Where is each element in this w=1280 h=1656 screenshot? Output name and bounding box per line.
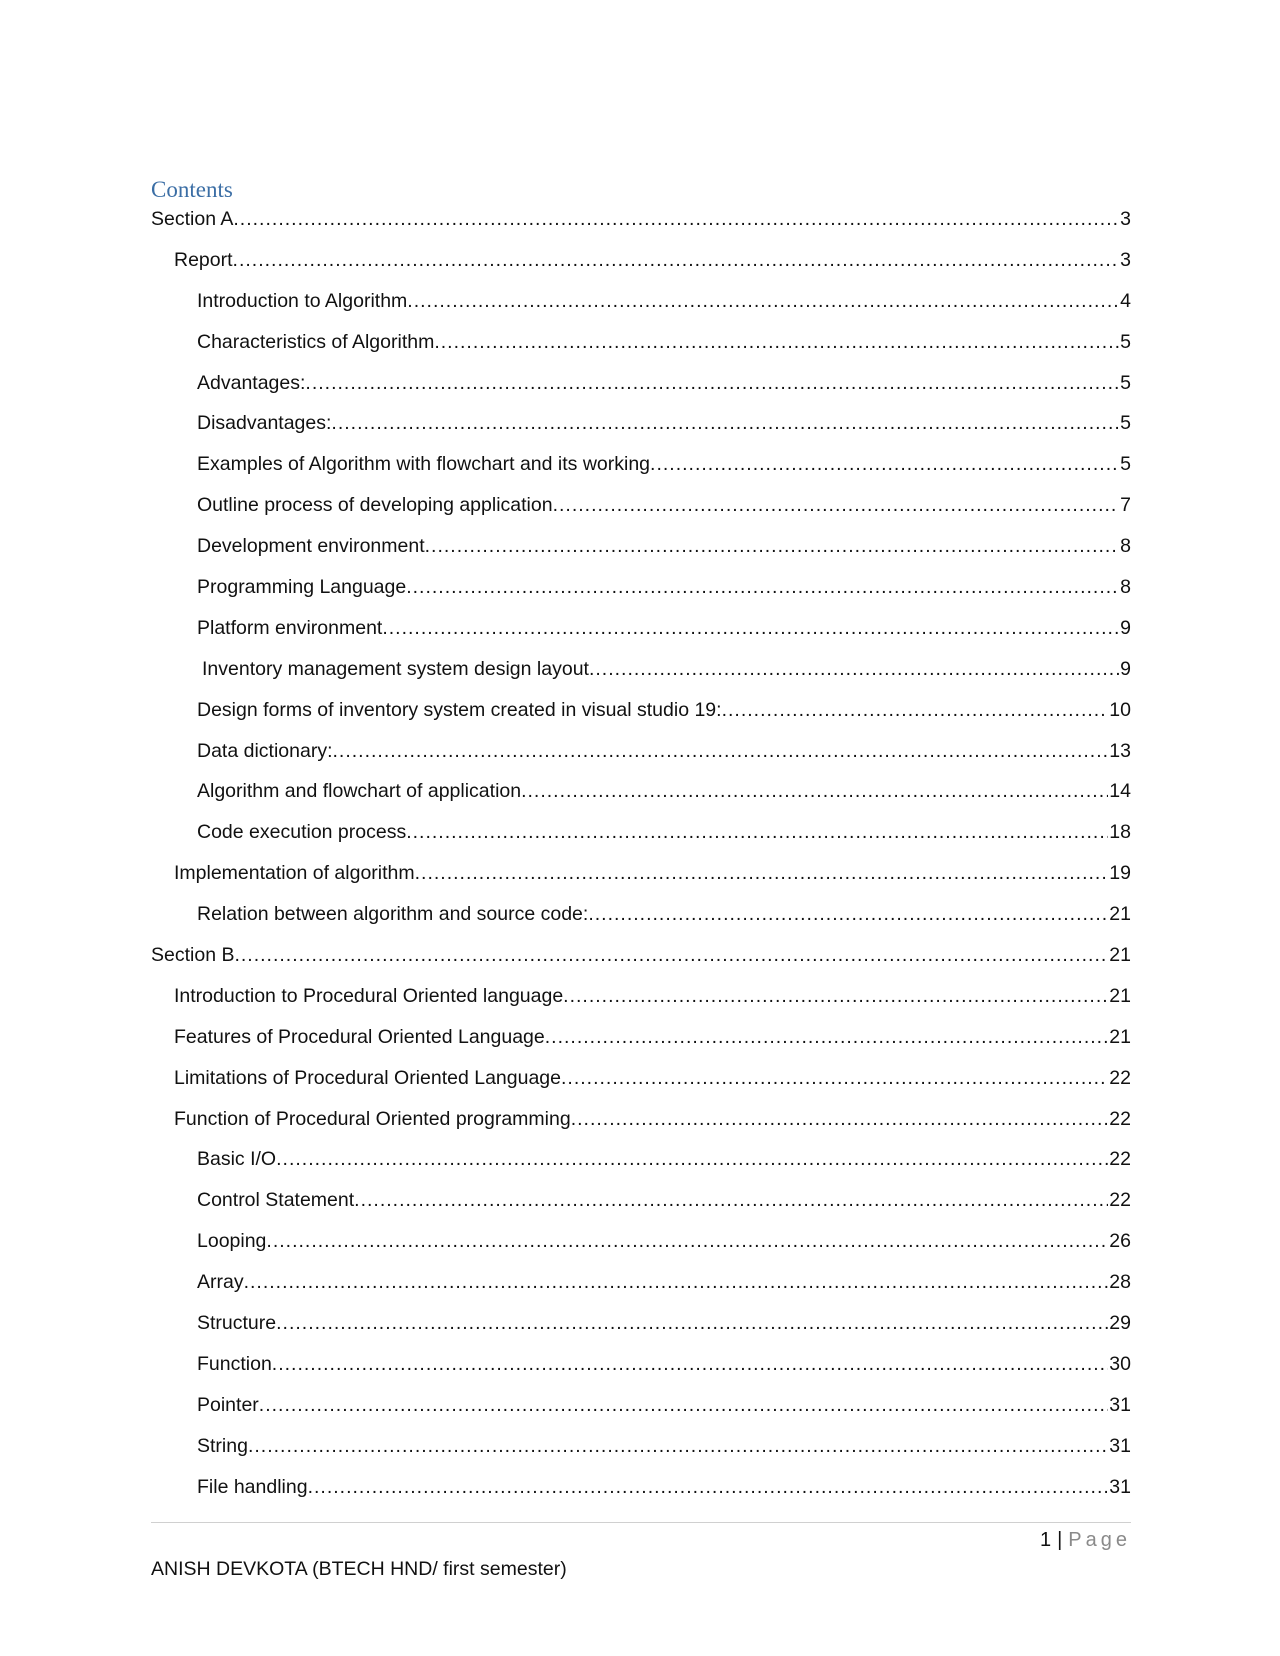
toc-entry[interactable] bbox=[151, 521, 1131, 562]
toc-entry-page: 8 bbox=[1120, 576, 1131, 599]
toc-entry[interactable] bbox=[151, 1257, 1131, 1298]
toc-entry[interactable] bbox=[151, 726, 1131, 767]
toc-dot-leader bbox=[571, 1106, 1109, 1135]
toc-entry-title: Advantages: bbox=[197, 371, 306, 394]
toc-dot-leader bbox=[332, 738, 1108, 767]
toc-entry-page: 21 bbox=[1109, 944, 1131, 967]
toc-entry[interactable] bbox=[151, 1012, 1131, 1053]
toc-entry-title: Algorithm and flowchart of application bbox=[197, 780, 522, 803]
toc-entry-title: Section A bbox=[151, 208, 234, 230]
toc-dot-leader bbox=[276, 1310, 1108, 1339]
toc-dot-leader bbox=[266, 1228, 1108, 1257]
toc-entry-title: Limitations of Procedural Oriented Language bbox=[174, 1066, 561, 1089]
toc-entry-title: Programming Language bbox=[197, 576, 407, 599]
toc-entry-page: 21 bbox=[1109, 1025, 1131, 1048]
toc-entry-page: 19 bbox=[1109, 862, 1131, 885]
toc-entry-title: Characteristics of Algorithm bbox=[197, 330, 435, 353]
toc-entry-page: 31 bbox=[1109, 1475, 1131, 1498]
toc-dot-leader bbox=[521, 778, 1108, 807]
toc-entry-title: Disadvantages: bbox=[197, 412, 332, 435]
toc-dot-leader bbox=[305, 370, 1119, 399]
toc-dot-leader bbox=[406, 819, 1108, 848]
toc-entry-page: 10 bbox=[1109, 698, 1131, 721]
toc-entry[interactable] bbox=[151, 767, 1131, 808]
toc-entry[interactable] bbox=[151, 685, 1131, 726]
toc-dot-leader bbox=[434, 329, 1119, 358]
toc-entry-title: Structure bbox=[197, 1312, 277, 1335]
toc-entry[interactable] bbox=[151, 848, 1131, 889]
toc-entry-title: Features of Procedural Oriented Language bbox=[174, 1025, 545, 1048]
toc-entry[interactable] bbox=[151, 1216, 1131, 1257]
toc-entry[interactable] bbox=[151, 317, 1131, 358]
toc-entry[interactable] bbox=[151, 644, 1131, 685]
toc-entry[interactable] bbox=[151, 1135, 1131, 1176]
toc-entry-title: Examples of Algorithm with flowchart and its working bbox=[197, 453, 651, 476]
toc-dot-leader bbox=[233, 206, 1119, 235]
toc-dot-leader bbox=[425, 533, 1120, 562]
toc-entry[interactable] bbox=[151, 930, 1131, 971]
toc-entry-page: 5 bbox=[1120, 412, 1131, 435]
toc-dot-leader bbox=[272, 1351, 1109, 1380]
toc-entry[interactable] bbox=[151, 358, 1131, 399]
toc-entry-title: Introduction to Algorithm bbox=[197, 289, 408, 312]
toc-entry-title: Introduction to Procedural Oriented language bbox=[174, 984, 564, 1007]
toc-dot-leader bbox=[259, 1392, 1109, 1421]
toc-entry-page: 28 bbox=[1109, 1271, 1131, 1294]
toc-entry-title: Pointer bbox=[197, 1393, 259, 1416]
toc-entry-title: Design forms of inventory system created in visual studio 19: bbox=[197, 698, 722, 721]
toc-entry-title: Looping bbox=[197, 1230, 267, 1253]
toc-dot-leader bbox=[415, 860, 1109, 889]
toc-dot-leader bbox=[722, 697, 1109, 726]
toc-entry-page: 9 bbox=[1120, 657, 1131, 680]
toc-entry-title: String bbox=[197, 1434, 248, 1457]
toc-entry[interactable] bbox=[151, 603, 1131, 644]
toc-heading: Contents bbox=[151, 177, 233, 202]
toc-dot-leader bbox=[407, 288, 1119, 317]
toc-entry[interactable] bbox=[151, 971, 1131, 1012]
page-word: Page bbox=[1068, 1529, 1131, 1551]
toc-dot-leader bbox=[244, 1269, 1109, 1298]
toc-dot-leader bbox=[382, 615, 1119, 644]
toc-entry[interactable] bbox=[151, 207, 1131, 235]
toc-entry-title: Implementation of algorithm bbox=[174, 862, 415, 885]
toc-entry-title: Control Statement bbox=[197, 1189, 355, 1212]
toc-entry-title: Code execution process bbox=[197, 821, 407, 844]
toc-entry[interactable] bbox=[151, 1298, 1131, 1339]
toc-entry-page: 29 bbox=[1109, 1312, 1131, 1335]
toc-entry[interactable] bbox=[151, 807, 1131, 848]
toc-entry-title: Report bbox=[174, 248, 233, 271]
toc-dot-leader bbox=[276, 1146, 1108, 1175]
toc-entry-title: Inventory management system design layout bbox=[202, 657, 589, 680]
toc-entry-page: 7 bbox=[1120, 494, 1131, 517]
table-of-contents bbox=[151, 207, 1131, 1503]
toc-entry-page: 22 bbox=[1109, 1066, 1131, 1089]
toc-entry[interactable] bbox=[151, 399, 1131, 440]
toc-entry[interactable] bbox=[151, 439, 1131, 480]
toc-entry-page: 3 bbox=[1120, 208, 1131, 230]
toc-dot-leader bbox=[553, 492, 1120, 521]
toc-dot-leader bbox=[248, 1433, 1108, 1462]
page-number-label bbox=[1040, 1527, 1131, 1553]
toc-entry[interactable] bbox=[151, 276, 1131, 317]
toc-dot-leader bbox=[588, 901, 1108, 930]
toc-entry-page: 31 bbox=[1109, 1434, 1131, 1457]
toc-entry[interactable] bbox=[151, 1175, 1131, 1216]
toc-entry-page: 22 bbox=[1109, 1107, 1131, 1130]
toc-entry-title: Section B bbox=[151, 944, 235, 967]
toc-entry-page: 5 bbox=[1120, 330, 1131, 353]
toc-entry-page: 26 bbox=[1109, 1230, 1131, 1253]
toc-entry-page: 30 bbox=[1109, 1352, 1131, 1375]
page-number: 1 bbox=[1039, 1529, 1052, 1551]
toc-entry-page: 14 bbox=[1109, 780, 1131, 803]
page-separator: | bbox=[1057, 1529, 1063, 1551]
toc-entry-title: Platform environment bbox=[197, 616, 383, 639]
toc-dot-leader bbox=[589, 656, 1119, 685]
toc-entry-page: 31 bbox=[1109, 1393, 1131, 1416]
toc-entry-title: Development environment bbox=[197, 535, 425, 558]
toc-entry-page: 21 bbox=[1109, 903, 1131, 926]
toc-dot-leader bbox=[650, 451, 1119, 480]
toc-dot-leader bbox=[234, 942, 1108, 971]
toc-entry-page: 5 bbox=[1120, 453, 1131, 476]
toc-dot-leader bbox=[331, 410, 1119, 439]
toc-dot-leader bbox=[563, 983, 1108, 1012]
toc-entry-title: Data dictionary: bbox=[197, 739, 333, 762]
toc-entry-page: 22 bbox=[1109, 1148, 1131, 1171]
toc-entry-page: 21 bbox=[1109, 984, 1131, 1007]
toc-entry-page: 3 bbox=[1120, 248, 1131, 271]
toc-entry-page: 5 bbox=[1120, 371, 1131, 394]
toc-entry-title: Function bbox=[197, 1352, 272, 1375]
toc-entry[interactable] bbox=[151, 480, 1131, 521]
toc-entry-title: Outline process of developing application bbox=[197, 494, 553, 517]
toc-entry[interactable] bbox=[151, 235, 1131, 276]
toc-entry-title: Array bbox=[197, 1271, 244, 1294]
toc-entry[interactable] bbox=[151, 889, 1131, 930]
toc-entry[interactable] bbox=[151, 1421, 1131, 1462]
toc-dot-leader bbox=[406, 574, 1119, 603]
toc-entry-title: Relation between algorithm and source code: bbox=[197, 903, 589, 926]
toc-dot-leader bbox=[545, 1024, 1109, 1053]
toc-entry-page: 13 bbox=[1109, 739, 1131, 762]
toc-entry-title: Basic I/O bbox=[197, 1148, 277, 1171]
toc-dot-leader bbox=[308, 1474, 1109, 1503]
footer-divider bbox=[151, 1522, 1131, 1523]
toc-dot-leader bbox=[561, 1065, 1108, 1094]
toc-entry[interactable] bbox=[151, 562, 1131, 603]
toc-entry[interactable] bbox=[151, 1053, 1131, 1094]
toc-entry-page: 8 bbox=[1120, 535, 1131, 558]
toc-dot-leader bbox=[354, 1187, 1108, 1216]
toc-entry-page: 4 bbox=[1120, 289, 1131, 312]
toc-dot-leader bbox=[233, 247, 1120, 276]
toc-entry[interactable] bbox=[151, 1094, 1131, 1135]
toc-entry-title: File handling bbox=[197, 1475, 308, 1498]
toc-entry-title: Function of Procedural Oriented programming bbox=[174, 1107, 571, 1130]
toc-entry[interactable] bbox=[151, 1339, 1131, 1380]
toc-entry-page: 18 bbox=[1109, 821, 1131, 844]
footer-author: ANISH DEVKOTA (BTECH HND/ first semester) bbox=[151, 1558, 567, 1580]
toc-entry[interactable] bbox=[151, 1462, 1131, 1503]
toc-entry[interactable] bbox=[151, 1380, 1131, 1421]
toc-entry-page: 9 bbox=[1120, 616, 1131, 639]
toc-entry-page: 22 bbox=[1109, 1189, 1131, 1212]
